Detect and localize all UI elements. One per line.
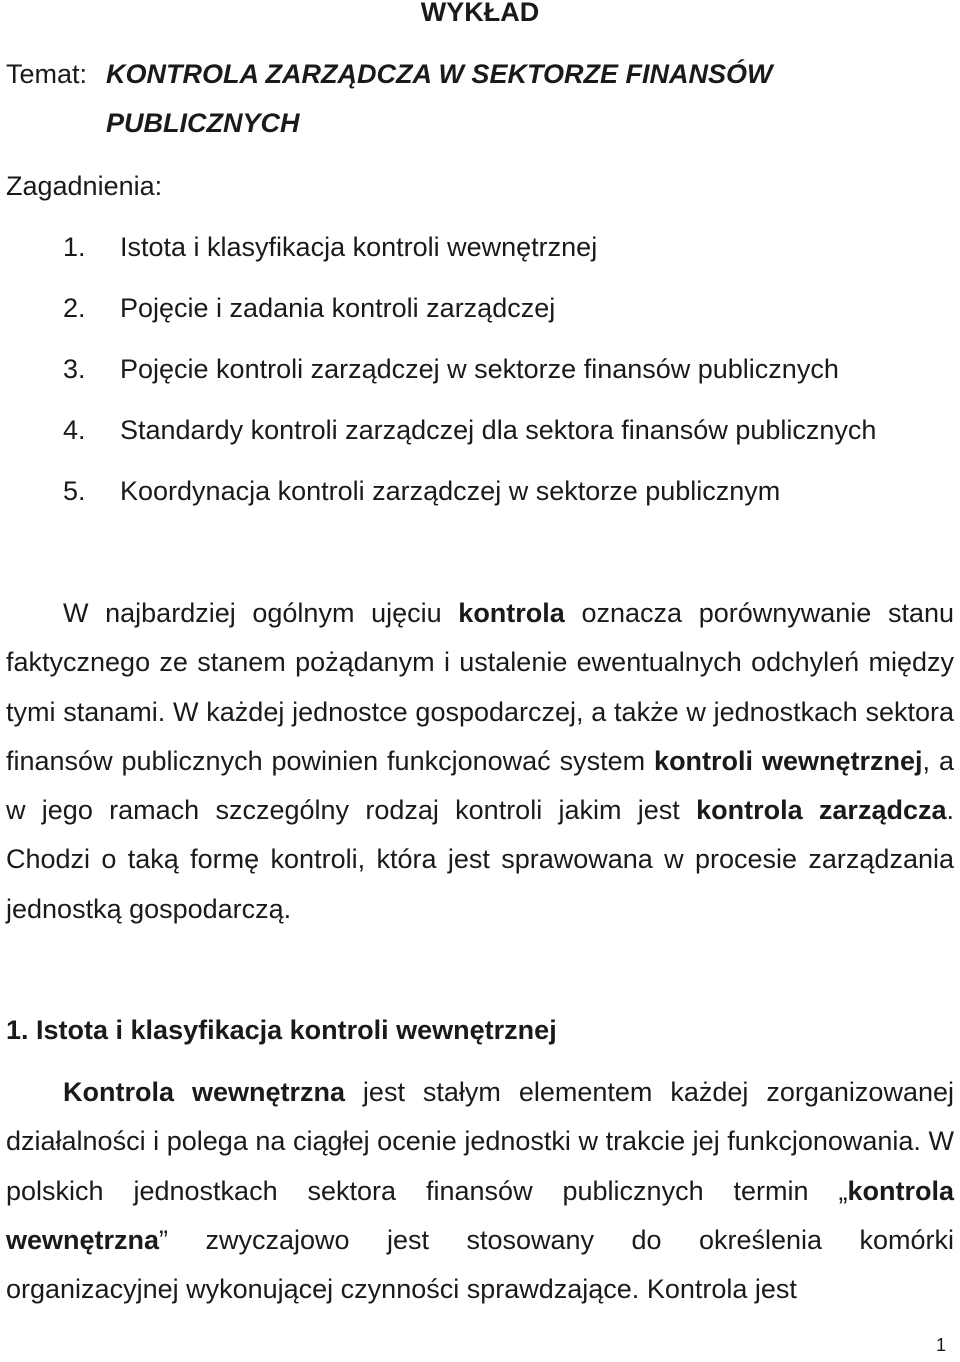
term-kontrola: kontrola — [458, 598, 565, 628]
issue-text: Pojęcie kontroli zarządczej w sektorze finansów publicznych — [120, 354, 839, 384]
term-kontrola-wewnetrzna: kontroli wewnętrznej — [654, 745, 923, 776]
issues-label: Zagadnienia: — [6, 171, 163, 201]
topic-title-line-2: PUBLICZNYCH — [106, 108, 300, 138]
document-title: WYKŁAD — [420, 0, 540, 27]
topic-label: Temat: — [6, 59, 88, 89]
term-kontrola-wewnetrzna: Kontrola wewnętrzna — [63, 1077, 345, 1107]
intro-paragraph: W najbardziej ogólnym ujęciu kontrola oznacza porównywanie stanu faktycznego ze stanem pożądanym i ustalenie ewentualnych odchyleń między tymi stanami. W każdej jednostce gospodarczej, a także w jednostkach sektora finansów publicznych powinien funkcjonować system kontroli wewnętrznej, a w jego ramach szczególny rodzaj kontroli jakim jest kontrola zarządcza. Chodzi o taką formę kontroli, która jest sprawowana w procesie zarządzania jednostką gospodarczą. — [6, 598, 954, 924]
issue-text: Istota i klasyfikacja kontroli wewnętrznej — [120, 232, 598, 262]
term-kontrola-wewnetrzna-quoted: kontrola wewnętrzna — [6, 1175, 954, 1255]
page-number: 1 — [935, 1335, 946, 1355]
topic-title-line-1: KONTROLA ZARZĄDCZA W SEKTORZE FINANSÓW — [106, 59, 773, 89]
term-kontrola-zarzadcza: kontrola zarządcza — [696, 795, 947, 826]
issue-number: 5. — [63, 476, 86, 506]
section-paragraph: Kontrola wewnętrzna jest stałym elementem każdej zorganizowanej działalności i polega na ciągłej ocenie jednostki w trakcie jej funkcjonowania. W polskich jednostkach sektora finansów publicznych termin „kontrola wewnętrzna” zwyczajowo jest stosowany do określenia komórki organizacyjnej wykonującej czynności sprawdzające. Kontrola jest — [6, 1077, 954, 1305]
section-heading: 1. Istota i klasyfikacja kontroli wewnętrznej — [6, 1015, 557, 1045]
issue-number: 2. — [63, 293, 86, 323]
issue-text: Standardy kontroli zarządczej dla sektora finansów publicznych — [120, 415, 877, 445]
issue-number: 3. — [63, 354, 86, 384]
issue-number: 1. — [63, 232, 86, 262]
issue-text: Koordynacja kontroli zarządczej w sektorze publicznym — [120, 476, 781, 506]
issue-number: 4. — [63, 415, 86, 445]
issue-text: Pojęcie i zadania kontroli zarządczej — [120, 293, 556, 323]
